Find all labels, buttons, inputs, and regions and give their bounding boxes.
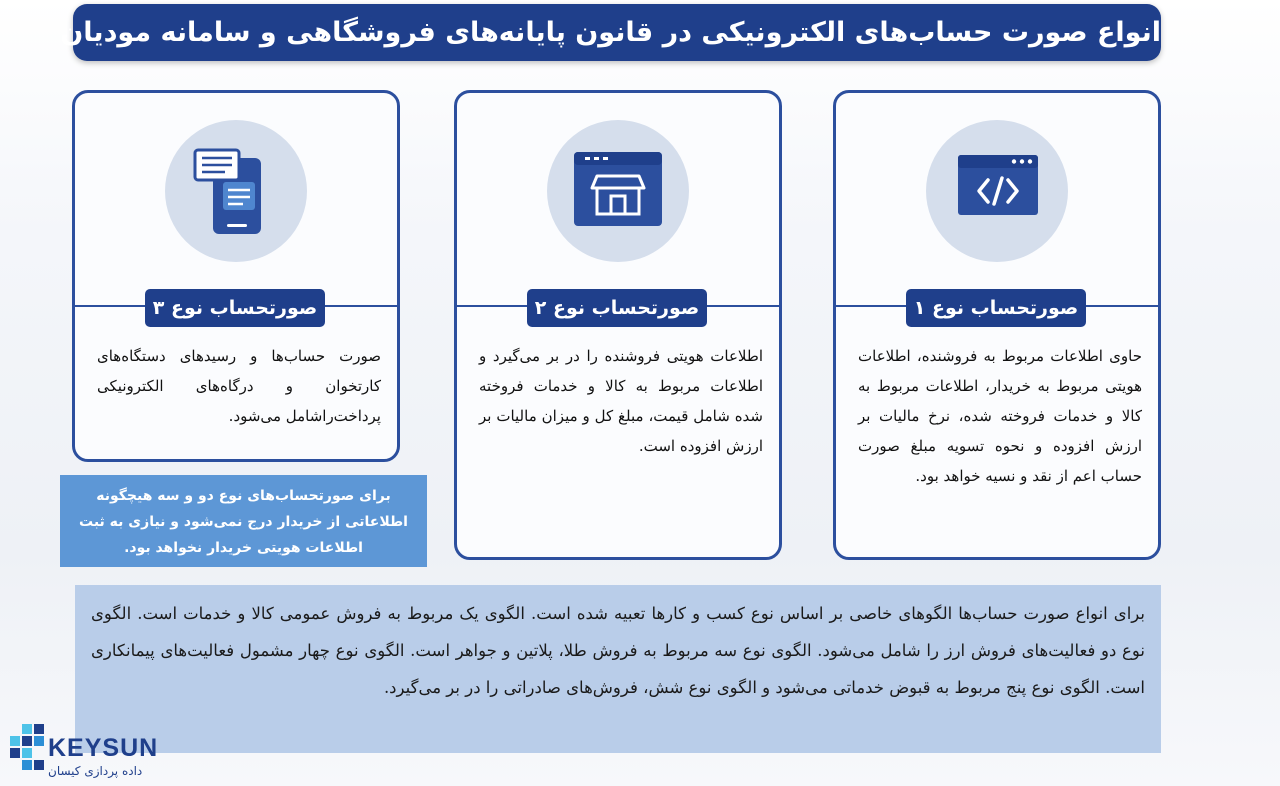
card-1-icon-circle	[926, 120, 1068, 262]
card-3-label: صورتحساب نوع ۳	[145, 289, 325, 327]
card-type-1	[833, 90, 1161, 560]
storefront-icon	[547, 120, 689, 262]
card-type-2	[454, 90, 782, 560]
summary-paragraph: برای انواع صورت حساب‌ها الگوهای خاصی بر اساس نوع کسب و کارها تعبیه شده است. الگوی یک مربوط به فروش عمومی کالا و خدمات است. الگوی نوع دو فعالیت‌های فروش ارز را شامل می‌شود. الگوی نوع سه مربوط به فروش طلا، پلاتین و جواهر است. الگوی نوع چهار مشمول فعالیت‌های پیمانکاری است. الگوی نوع پنج مربوط به قبوض خدماتی می‌شود و الگوی نوع شش، فروش‌های صادراتی را در بر می‌گیرد.	[75, 585, 1161, 753]
card-2-text: اطلاعات هویتی فروشنده را در بر می‌گیرد و اطلاعات مربوط به کالا و خدمات فروخته شده شامل قیمت، مبلغ کل و میزان مالیات بر ارزش افزوده است.	[479, 347, 763, 455]
card-2-label: صورتحساب نوع ۲	[527, 289, 707, 327]
mobile-receipt-icon	[165, 120, 307, 262]
card-3-text: صورت حساب‌ها و رسیدهای دستگاه‌های کارتخوان و درگاه‌های الکترونیکی پرداخت‌راشامل می‌شود.	[97, 347, 381, 425]
code-window-icon	[926, 120, 1068, 262]
card-1-text: حاوی اطلاعات مربوط به فروشنده، اطلاعات هویتی مربوط به خریدار، اطلاعات مربوط به کالا و خدمات فروخته شده، نرخ مالیات بر ارزش افزوده و نحوه تسویه مبلغ صورت حساب اعم از نقد و نسیه خواهد بود.	[858, 347, 1142, 485]
logo-subtitle: داده پردازی کیسان	[48, 764, 143, 778]
card-3-icon-circle	[165, 120, 307, 262]
note-box: برای صورتحساب‌های نوع دو و سه هیچگونه اطلاعاتی از خریدار درج نمی‌شود و نیازی به ثبت اطلاعات هویتی خریدار نخواهد بود.	[60, 475, 427, 567]
card-2-icon-circle	[547, 120, 689, 262]
logo-name: KEYSUN	[48, 734, 159, 762]
card-1-label: صورتحساب نوع ۱	[906, 289, 1086, 327]
page-title: انواع صورت حساب‌های الکترونیکی در قانون پایانه‌های فروشگاهی و سامانه مودیان	[73, 4, 1161, 61]
card-type-3	[72, 90, 400, 462]
